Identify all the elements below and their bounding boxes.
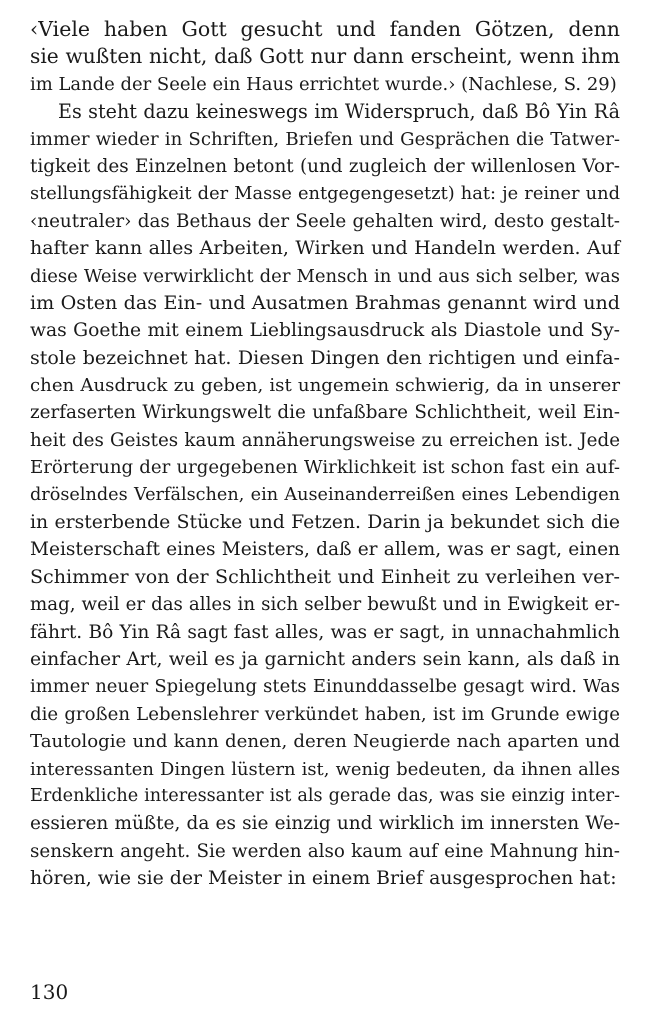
text-line: ‹Viele haben Gott gesucht und fanden Götzen, denn — [30, 17, 620, 41]
text-line: einfacher Art, weil es ja garnicht anders sein kann, als daß in — [30, 648, 620, 670]
text-line: im Lande der Seele ein Haus errichtet wurde.› (Nachlese, S. 29) — [30, 73, 617, 95]
text-line: tigkeit des Einzelnen betont (und zugleich der willenlosen Vor- — [30, 155, 620, 177]
text-line: Meisterschaft eines Meisters, daß er allem, was er sagt, einen — [30, 539, 620, 561]
text-line: dröselndes Verfälschen, ein Auseinanderreißen eines Lebendigen — [30, 484, 620, 505]
text-line: die großen Lebenslehrer verkündet haben, ist im Grunde ewige — [30, 703, 620, 725]
text-line: senskern angeht. Sie werden also kaum auf eine Mahnung hin- — [30, 840, 620, 862]
text-line: immer neuer Spiegelung stets Einunddasselbe gesagt wird. Was — [30, 676, 620, 698]
text-line: was Goethe mit einem Lieblingsausdruck als Diastole und Sy- — [30, 320, 620, 342]
text-line: Erörterung der urgegebenen Wirklichkeit ist schon fast ein auf- — [30, 457, 620, 479]
quote-paragraph — [30, 16, 620, 98]
text-line: ‹neutraler› das Bethaus der Seele gehalten wird, desto gestalt- — [30, 210, 620, 232]
text-line: sie wußten nicht, daß Gott nur dann erscheint, wenn ihm — [30, 44, 620, 69]
text-line: chen Ausdruck zu geben, ist ungemein schwierig, da in unserer — [30, 375, 620, 397]
text-line: hafter kann alles Arbeiten, Wirken und Handeln werden. Auf — [30, 237, 620, 260]
text-line: Schimmer von der Schlichtheit und Einheit zu verleihen ver- — [30, 565, 620, 588]
text-line: mag, weil er das alles in sich selber bewußt und in Ewigkeit er- — [30, 594, 620, 616]
text-line: im Osten das Ein- und Ausatmen Brahmas genannt wird und — [30, 291, 620, 314]
text-line: Es steht dazu keineswegs im Widerspruch, daß Bô Yin Râ — [58, 100, 620, 124]
text-line: zerfaserten Wirkungswelt die unfaßbare Schlichtheit, weil Ein- — [30, 402, 620, 424]
text-line: stellungsfähigkeit der Masse entgegengesetzt) hat: je reiner und — [30, 183, 620, 205]
text-line: interessanten Dingen lüstern ist, wenig bedeuten, da ihnen alles — [30, 758, 620, 780]
page-number: 130 — [30, 980, 69, 1004]
text-line: essieren müßte, da es sie einzig und wirklich im innersten We- — [30, 813, 620, 835]
text-line: hören, wie sie der Meister in einem Brief ausgesprochen hat: — [30, 868, 617, 890]
body-paragraph — [30, 98, 620, 892]
text-line: heit des Geistes kaum annäherungsweise zu erreichen ist. Jede — [30, 429, 620, 451]
text-line: in ersterbende Stücke und Fetzen. Darin ja bekundet sich die — [30, 512, 620, 534]
text-line: immer wieder in Schriften, Briefen und Gesprächen die Tatwer- — [30, 128, 620, 150]
text-line: diese Weise verwirklicht der Mensch in und aus sich selber, was — [30, 265, 620, 287]
text-line: stole bezeichnet hat. Diesen Dingen den richtigen und einfa- — [30, 346, 620, 369]
text-line: Erdenkliche interessanter ist als gerade das, was sie einzig inter- — [30, 785, 620, 806]
text-line: Tautologie und kann denen, deren Neugierde nach aparten und — [30, 731, 620, 753]
page-body — [30, 16, 620, 893]
text-line: fährt. Bô Yin Râ sagt fast alles, was er sagt, in unnachahmlich — [30, 621, 620, 643]
